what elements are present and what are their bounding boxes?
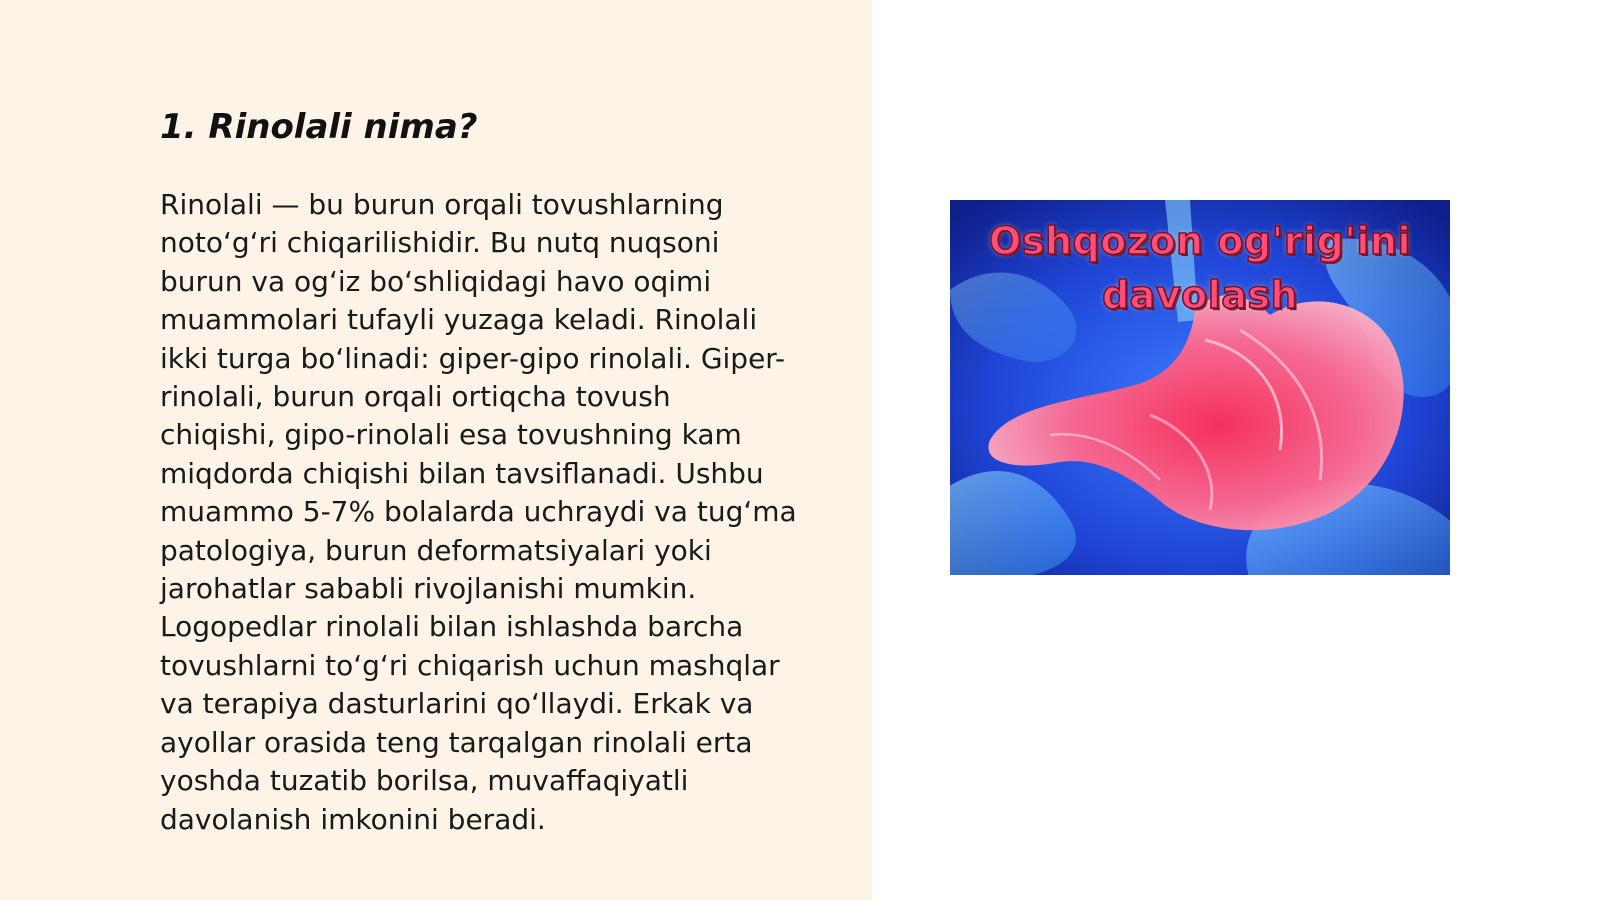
body-line: va terapiya dasturlarini qo‘llaydi. Erkak va (160, 687, 754, 721)
body-line: jarohatlar sababli rivojlanishi mumkin. (160, 572, 697, 606)
image-caption-line: davolash (1101, 273, 1299, 317)
body-line: yoshda tuzatib borilsa, muvaffaqiyatli (160, 764, 689, 798)
body-line: chiqishi, gipo-rinolali esa tovushning kam (160, 418, 742, 452)
image-caption (950, 214, 1450, 322)
body-line: ayollar orasida teng tarqalgan rinolali erta (160, 725, 753, 759)
body-line: ikki turga bo‘linadi: giper-gipo rinolali. Giper- (160, 341, 786, 375)
stomach-illustration (950, 200, 1450, 575)
body-line: tovushlarni to‘g‘ri chiqarish uchun mashqlar (160, 648, 780, 682)
slide-heading: 1. Rinolali nima? (160, 107, 478, 147)
body-line: rinolali, burun orqali ortiqcha tovush (160, 380, 671, 414)
image-caption-line: Oshqozon og'rig'ini (989, 219, 1411, 263)
body-line: burun va og‘iz bo‘shliqidagi havo oqimi (160, 264, 712, 298)
body-line: noto‘g‘ri chiqarilishidir. Bu nutq nuqsoni (160, 226, 720, 260)
body-line: davolanish imkonini beradi. (160, 802, 546, 836)
body-line: miqdorda chiqishi bilan tavsiflanadi. Ushbu (160, 456, 764, 490)
body-line: muammolari tufayli yuzaga keladi. Rinolali (160, 303, 758, 337)
body-line: patologiya, burun deformatsiyalari yoki (160, 533, 712, 567)
slide-body-text (160, 186, 850, 839)
body-line: Rinolali — bu burun orqali tovushlarning (160, 188, 724, 221)
body-line: muammo 5-7% bolalarda uchraydi va tug‘ma (160, 495, 797, 529)
body-line: Logopedlar rinolali bilan ishlashda barcha (160, 610, 744, 644)
